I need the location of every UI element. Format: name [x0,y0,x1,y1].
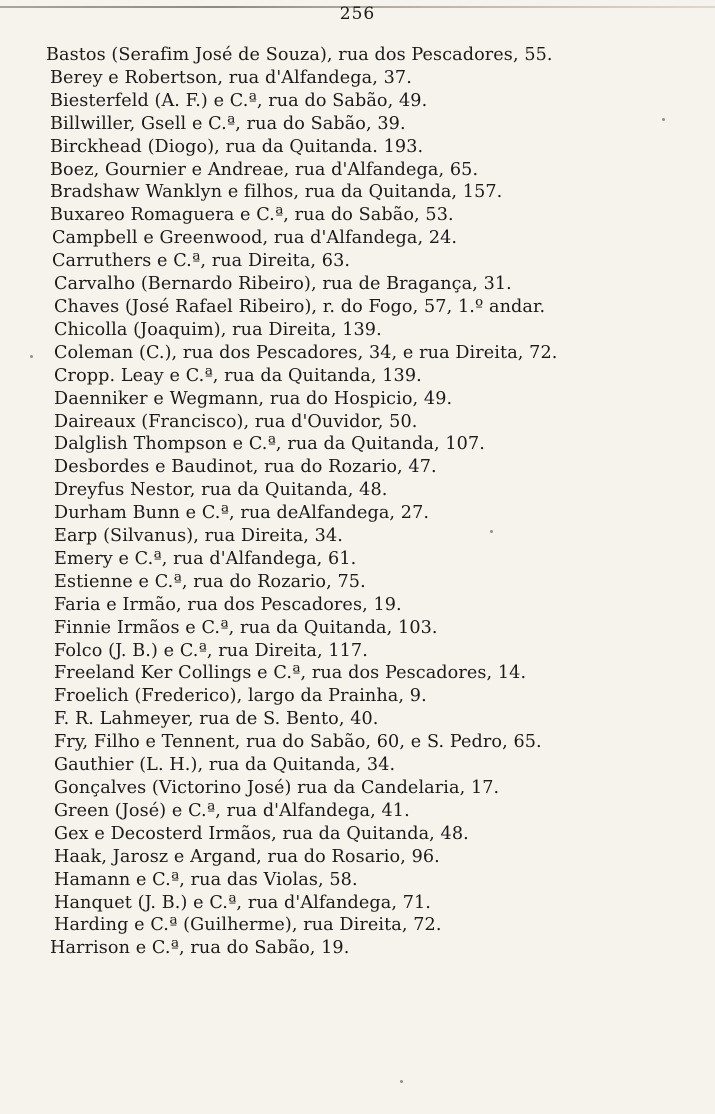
directory-entry: Carvalho (Bernardo Ribeiro), rua de Bragança, 31. [54,274,512,295]
directory-entry: Gauthier (L. H.), rua da Quitanda, 34. [54,755,396,776]
directory-entry: Gonçalves (Victorino José) rua da Candelaria, 17. [54,778,500,798]
directory-entry: Coleman (C.), rua dos Pescadores, 34, e rua Direita, 72. [54,342,558,363]
directory-entry: Billwiller, Gsell e C.ª, rua do Sabão, 39. [50,113,406,134]
directory-entry: Cropp. Leay e C.ª, rua da Quitanda, 139. [54,365,422,386]
directory-entry: Desbordes e Baudinot, rua do Rozario, 47. [54,457,437,478]
ink-speck [490,530,493,533]
directory-entry: Hanquet (J. B.) e C.ª, rua d'Alfandega, 71. [54,892,431,913]
directory-entry: Finnie Irmãos e C.ª, rua da Quitanda, 103. [54,617,438,638]
ink-speck [662,118,665,121]
directory-entry: Berey e Robertson, rua d'Alfandega, 37. [50,67,412,88]
directory-entry: Birckhead (Diogo), rua da Quitanda. 193. [50,136,424,157]
directory-entry: Boez, Gournier e Andreae, rua d'Alfandega, 65. [50,159,479,180]
directory-entry: Bastos (Serafim José de Souza), rua dos Pescadores, 55. [46,45,553,65]
directory-list [42,44,702,960]
directory-entry: Buxareo Romaguera e C.ª, rua do Sabão, 53. [50,205,454,226]
directory-entry: Haak, Jarosz e Argand, rua do Rosario, 96. [54,846,440,867]
directory-entry: Durham Bunn e C.ª, rua deAlfandega, 27. [54,503,430,524]
directory-entry: Daenniker e Wegmann, rua do Hospicio, 49. [54,388,453,409]
directory-entry: Daireaux (Francisco), rua d'Ouvidor, 50. [54,411,418,432]
directory-entry: Estienne e C.ª, rua do Rozario, 75. [54,571,366,592]
directory-entry: Emery e C.ª, rua d'Alfandega, 61. [54,548,357,569]
directory-entry: Fry, Filho e Tennent, rua do Sabão, 60, e S. Pedro, 65. [54,732,542,753]
directory-entry: Chicolla (Joaquim), rua Direita, 139. [54,319,382,340]
ink-speck [400,1080,403,1083]
directory-entry: Froelich (Frederico), largo da Prainha, 9. [54,686,427,707]
directory-entry: Gex e Decosterd Irmãos, rua da Quitanda, 48. [54,823,469,844]
directory-entry: Earp (Silvanus), rua Direita, 34. [54,526,343,547]
ink-speck [30,355,33,358]
directory-entry: Chaves (José Rafael Ribeiro), r. do Fogo, 57, 1.º andar. [54,296,546,317]
page-number: 256 [339,4,376,24]
directory-entry: Faria e Irmão, rua dos Pescadores, 19. [54,594,402,615]
directory-entry: Harding e C.ª (Guilherme), rua Direita, 72. [54,915,442,936]
directory-entry: Bradshaw Wanklyn e filhos, rua da Quitanda, 157. [50,182,503,203]
directory-entry: Biesterfeld (A. F.) e C.ª, rua do Sabão, 49. [50,90,428,111]
directory-entry: Carruthers e C.ª, rua Direita, 63. [52,251,351,272]
directory-entry: Harrison e C.ª, rua do Sabão, 19. [50,938,350,959]
directory-entry: Freeland Ker Collings e C.ª, rua dos Pescadores, 14. [54,663,527,684]
directory-entry: Dalglish Thompson e C.ª, rua da Quitanda, 107. [54,434,485,455]
directory-entry: F. R. Lahmeyer, rua de S. Bento, 40. [54,709,379,730]
directory-entry: Green (José) e C.ª, rua d'Alfandega, 41. [54,800,410,821]
directory-entry: Dreyfus Nestor, rua da Quitanda, 48. [54,480,388,501]
directory-entry: Hamann e C.ª, rua das Violas, 58. [54,869,358,890]
directory-entry: Folco (J. B.) e C.ª, rua Direita, 117. [54,640,368,661]
directory-entry: Campbell e Greenwood, rua d'Alfandega, 24. [52,228,458,249]
